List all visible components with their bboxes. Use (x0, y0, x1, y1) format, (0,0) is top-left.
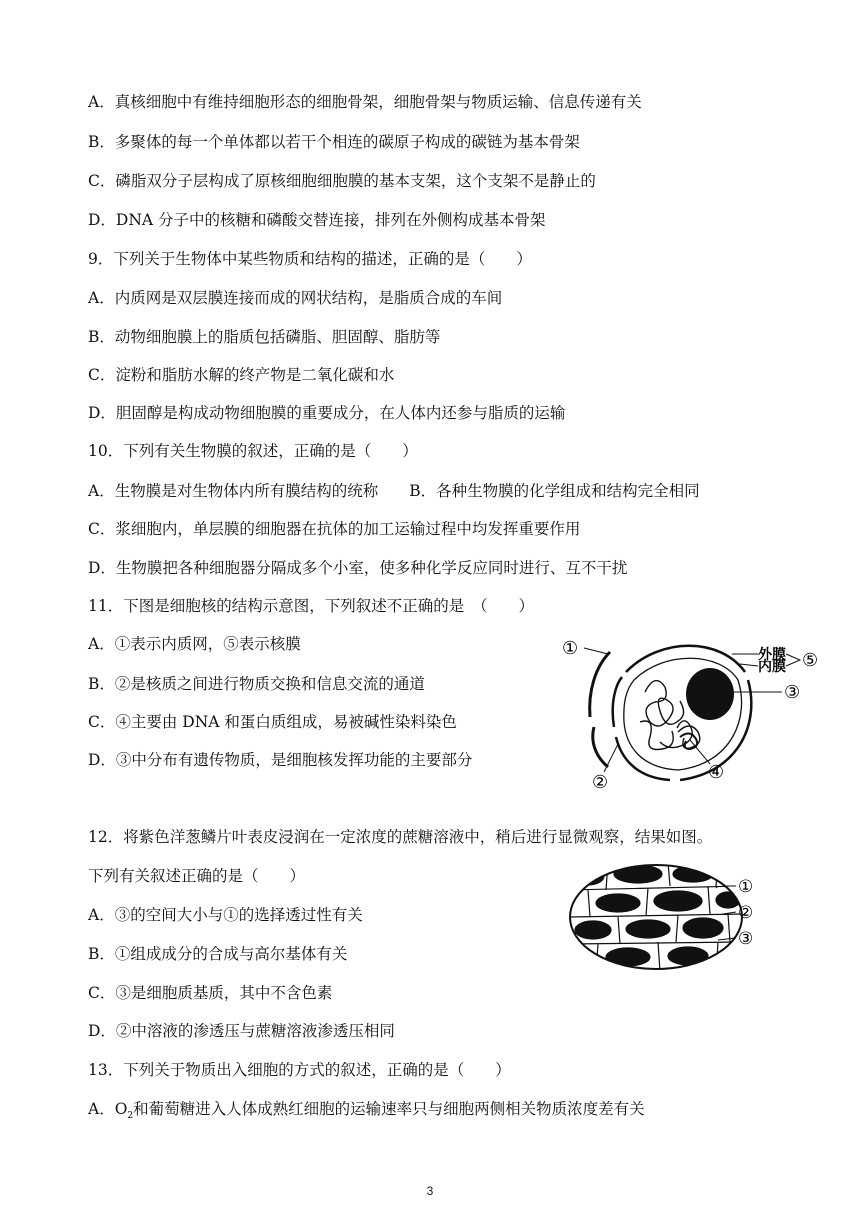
question-stem: 12．将紫色洋葱鳞片叶表皮浸润在一定浓度的蔗糖溶液中，稍后进行显微观察，结果如图。 (88, 828, 713, 846)
option-line: C．④主要由 DNA 和蛋白质组成，易被碱性染料染色 (88, 713, 457, 731)
option-line: A．内质网是双层膜连接而成的网状结构，是脂质合成的车间 (88, 289, 503, 307)
label-1: ① (562, 638, 579, 659)
option-line: B．动物细胞膜上的脂质包括磷脂、胆固醇、脂肪等 (88, 328, 441, 346)
option-line: D．③中分布有遗传物质，是细胞核发挥功能的主要部分 (88, 751, 473, 769)
label-1: ① (738, 877, 754, 897)
text-fragment: 和葡萄糖进入人体成熟红细胞的运输速率只与细胞两侧相关物质浓度差有关 (133, 1100, 645, 1118)
label-2: ② (738, 903, 754, 923)
label-inner-membrane: 内膜 (758, 659, 786, 675)
option-line (88, 1099, 645, 1126)
option-line: B．①组成成分的合成与高尔基体有关 (88, 945, 348, 963)
nucleus-diagram (560, 632, 840, 792)
option-line: C．③是细胞质基质，其中不含色素 (88, 984, 333, 1002)
question-stem: 10．下列有关生物膜的叙述，正确的是（ ） (88, 442, 418, 460)
option-line: B．多聚体的每一个单体都以若干个相连的碳原子构成的碳链为基本骨架 (88, 133, 580, 151)
option-line: A．真核细胞中有维持细胞形态的细胞骨架，细胞骨架与物质运输、信息传递有关 (88, 93, 642, 111)
option-line: B．②是核质之间进行物质交换和信息交流的通道 (88, 675, 425, 693)
option-line: C．淀粉和脂肪水解的终产物是二氧化碳和水 (88, 366, 395, 384)
option-line: C．磷脂双分子层构成了原核细胞细胞膜的基本支架，这个支架不是静止的 (88, 172, 596, 190)
option-line: A．③的空间大小与①的选择透过性有关 (88, 906, 363, 924)
question-stem: 13．下列关于物质出入细胞的方式的叙述，正确的是（ ） (88, 1061, 511, 1079)
question-stem: 11．下图是细胞核的结构示意图，下列叙述不正确的是 （ ） (88, 597, 534, 615)
label-2: ② (592, 772, 609, 792)
option-line: A．生物膜是对生物体内所有膜结构的统称 B．各种生物膜的化学组成和结构完全相同 (88, 482, 700, 500)
option-line: D．胆固醇是构成动物细胞膜的重要成分，在人体内还参与脂质的运输 (88, 404, 566, 422)
label-outer-membrane: 外膜 (758, 647, 786, 663)
label-5: ⑤ (802, 650, 819, 671)
label-3: ③ (784, 682, 801, 703)
option-line: C．浆细胞内，单层膜的细胞器在抗体的加工运输过程中均发挥重要作用 (88, 520, 581, 538)
option-line: D．生物膜把各种细胞器分隔成多个小室，使多种化学反应同时进行、互不干扰 (88, 559, 628, 577)
question-stem: 下列有关叙述正确的是（ ） (88, 867, 306, 885)
question-stem: 9．下列关于生物体中某些物质和结构的描述，正确的是（ ） (88, 250, 532, 268)
option-line: D．②中溶液的渗透压与蔗糖溶液渗透压相同 (88, 1022, 395, 1040)
option-line: D．DNA 分子中的核糖和磷酸交替连接，排列在外侧构成基本骨架 (88, 211, 546, 229)
label-4: ④ (708, 762, 725, 783)
text-fragment: A．O (88, 1100, 128, 1118)
onion-cells-diagram (568, 862, 768, 972)
page-number: 3 (426, 1184, 434, 1198)
subscript: 2 (127, 1111, 134, 1122)
option-line: A．①表示内质网，⑤表示核膜 (88, 635, 301, 653)
label-3: ③ (738, 929, 754, 949)
